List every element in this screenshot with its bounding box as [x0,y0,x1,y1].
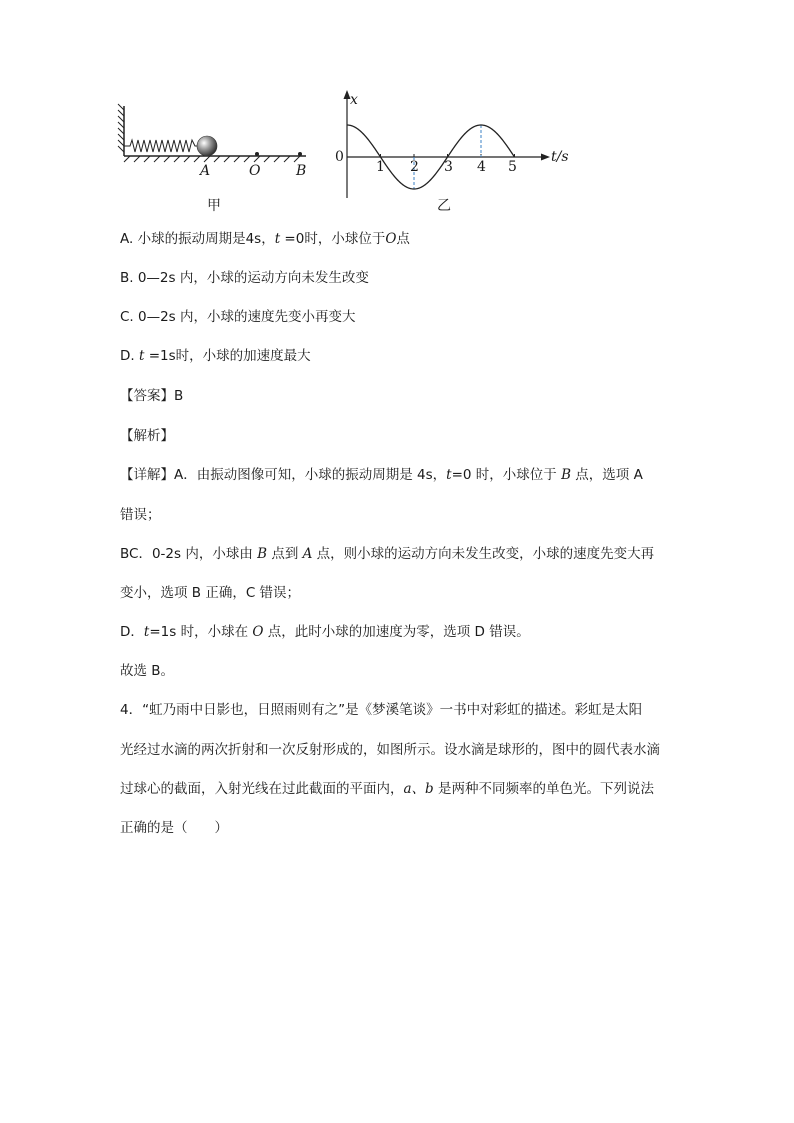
point-b [298,152,302,156]
xt-graph [330,86,590,206]
detail-line-4: 变小，选项 B 正确，C 错误； [120,585,301,601]
origin-label: 0 [335,149,344,165]
detail-l5-t: t [143,624,150,640]
option-d-rest: =1s时，小球的加速度最大 [144,348,311,364]
tick-label-5: 5 [508,159,517,175]
option-a-end: 点 [396,231,410,247]
detail-l1-a: 【详解】A．由振动图像可知，小球的振动周期是 4s， [120,467,447,483]
detail-l1-t: t [446,467,452,483]
detail-l3-c: 点，则小球的运动方向未发生改变，小球的速度先变大再 [312,546,655,562]
question-4-line-1: 4．“虹乃雨中日影也，日照雨则有之”是《梦溪笔谈》一书中对彩虹的描述。彩虹是太阳 [120,702,643,718]
q4-l3-a: 过球心的截面，入射光线在过此截面的平面内， [120,781,404,797]
option-a-var2: O [385,231,397,247]
axis-t-text: t/s [551,149,569,165]
label-b: B [296,163,307,179]
tick-label-2: 2 [410,159,419,175]
option-a [120,229,410,249]
option-c: C. 0—2s 内，小球的速度先变小再变大 [120,309,356,325]
option-d [120,346,311,366]
floor-hatch [124,156,300,162]
detail-l3-a: BC．0-2s 内，小球由 [120,546,258,562]
detail-l3-A: A [302,546,313,562]
detail-line-3 [120,544,654,564]
answer-line [120,386,183,406]
tick-label-1: 1 [376,159,385,175]
spring [124,140,198,152]
question-4-line-4: 正确的是（ ） [120,820,228,836]
axis-t-label [551,149,569,165]
detail-line-6: 故选 B。 [120,663,175,679]
axis-t-arrow [541,154,550,161]
caption-left: 甲 [207,198,221,214]
option-a-rest: =0时，小球位于 [280,231,386,247]
detail-line-1 [120,465,643,485]
label-a: A [200,163,211,179]
caption-right: 乙 [437,198,451,214]
option-a-var: t [274,231,281,247]
option-a-prefix: A. 小球的振动周期是4s， [120,231,275,247]
detail-l5-a: D． [120,624,144,640]
figure [110,86,590,226]
detail-l3-B: B [257,546,268,562]
tick-label-3: 3 [444,159,453,175]
tick-label-4: 4 [477,159,486,175]
spring-oscillator-diagram [110,86,330,196]
detail-l1-B: B [561,467,571,483]
wall-hatch [118,104,124,152]
detail-l5-O: O [252,624,264,640]
detail-line-2: 错误； [120,507,161,523]
answer-label: 【答案】 [120,388,174,404]
answer-value: B [174,388,184,404]
detail-l1-b: =0 时，小球位于 [451,467,562,483]
option-d-var: t [138,348,145,364]
analysis-label: 【解析】 [120,428,174,444]
q4-l3-b: 是两种不同频率的单色光。下列说法 [433,781,654,797]
ball [197,136,217,156]
label-o: O [249,163,261,179]
option-b: B. 0—2s 内，小球的运动方向未发生改变 [120,270,369,286]
point-o [255,152,259,156]
detail-l5-c: 点，此时小球的加速度为零，选项 D 错误。 [263,624,530,640]
q4-l3-vars: a、b [403,781,434,797]
question-4-line-2: 光经过水滴的两次折射和一次反射形成的，如图所示。设水滴是球形的，图中的圆代表水滴 [120,742,660,758]
detail-line-5 [120,622,530,642]
detail-l3-b: 点到 [267,546,303,562]
detail-l5-b: =1s 时，小球在 [149,624,253,640]
option-d-prefix: D. [120,348,139,364]
axis-x-label: x [350,92,358,108]
question-4-line-3 [120,779,654,799]
detail-l1-c: 点，选项 A [571,467,643,483]
